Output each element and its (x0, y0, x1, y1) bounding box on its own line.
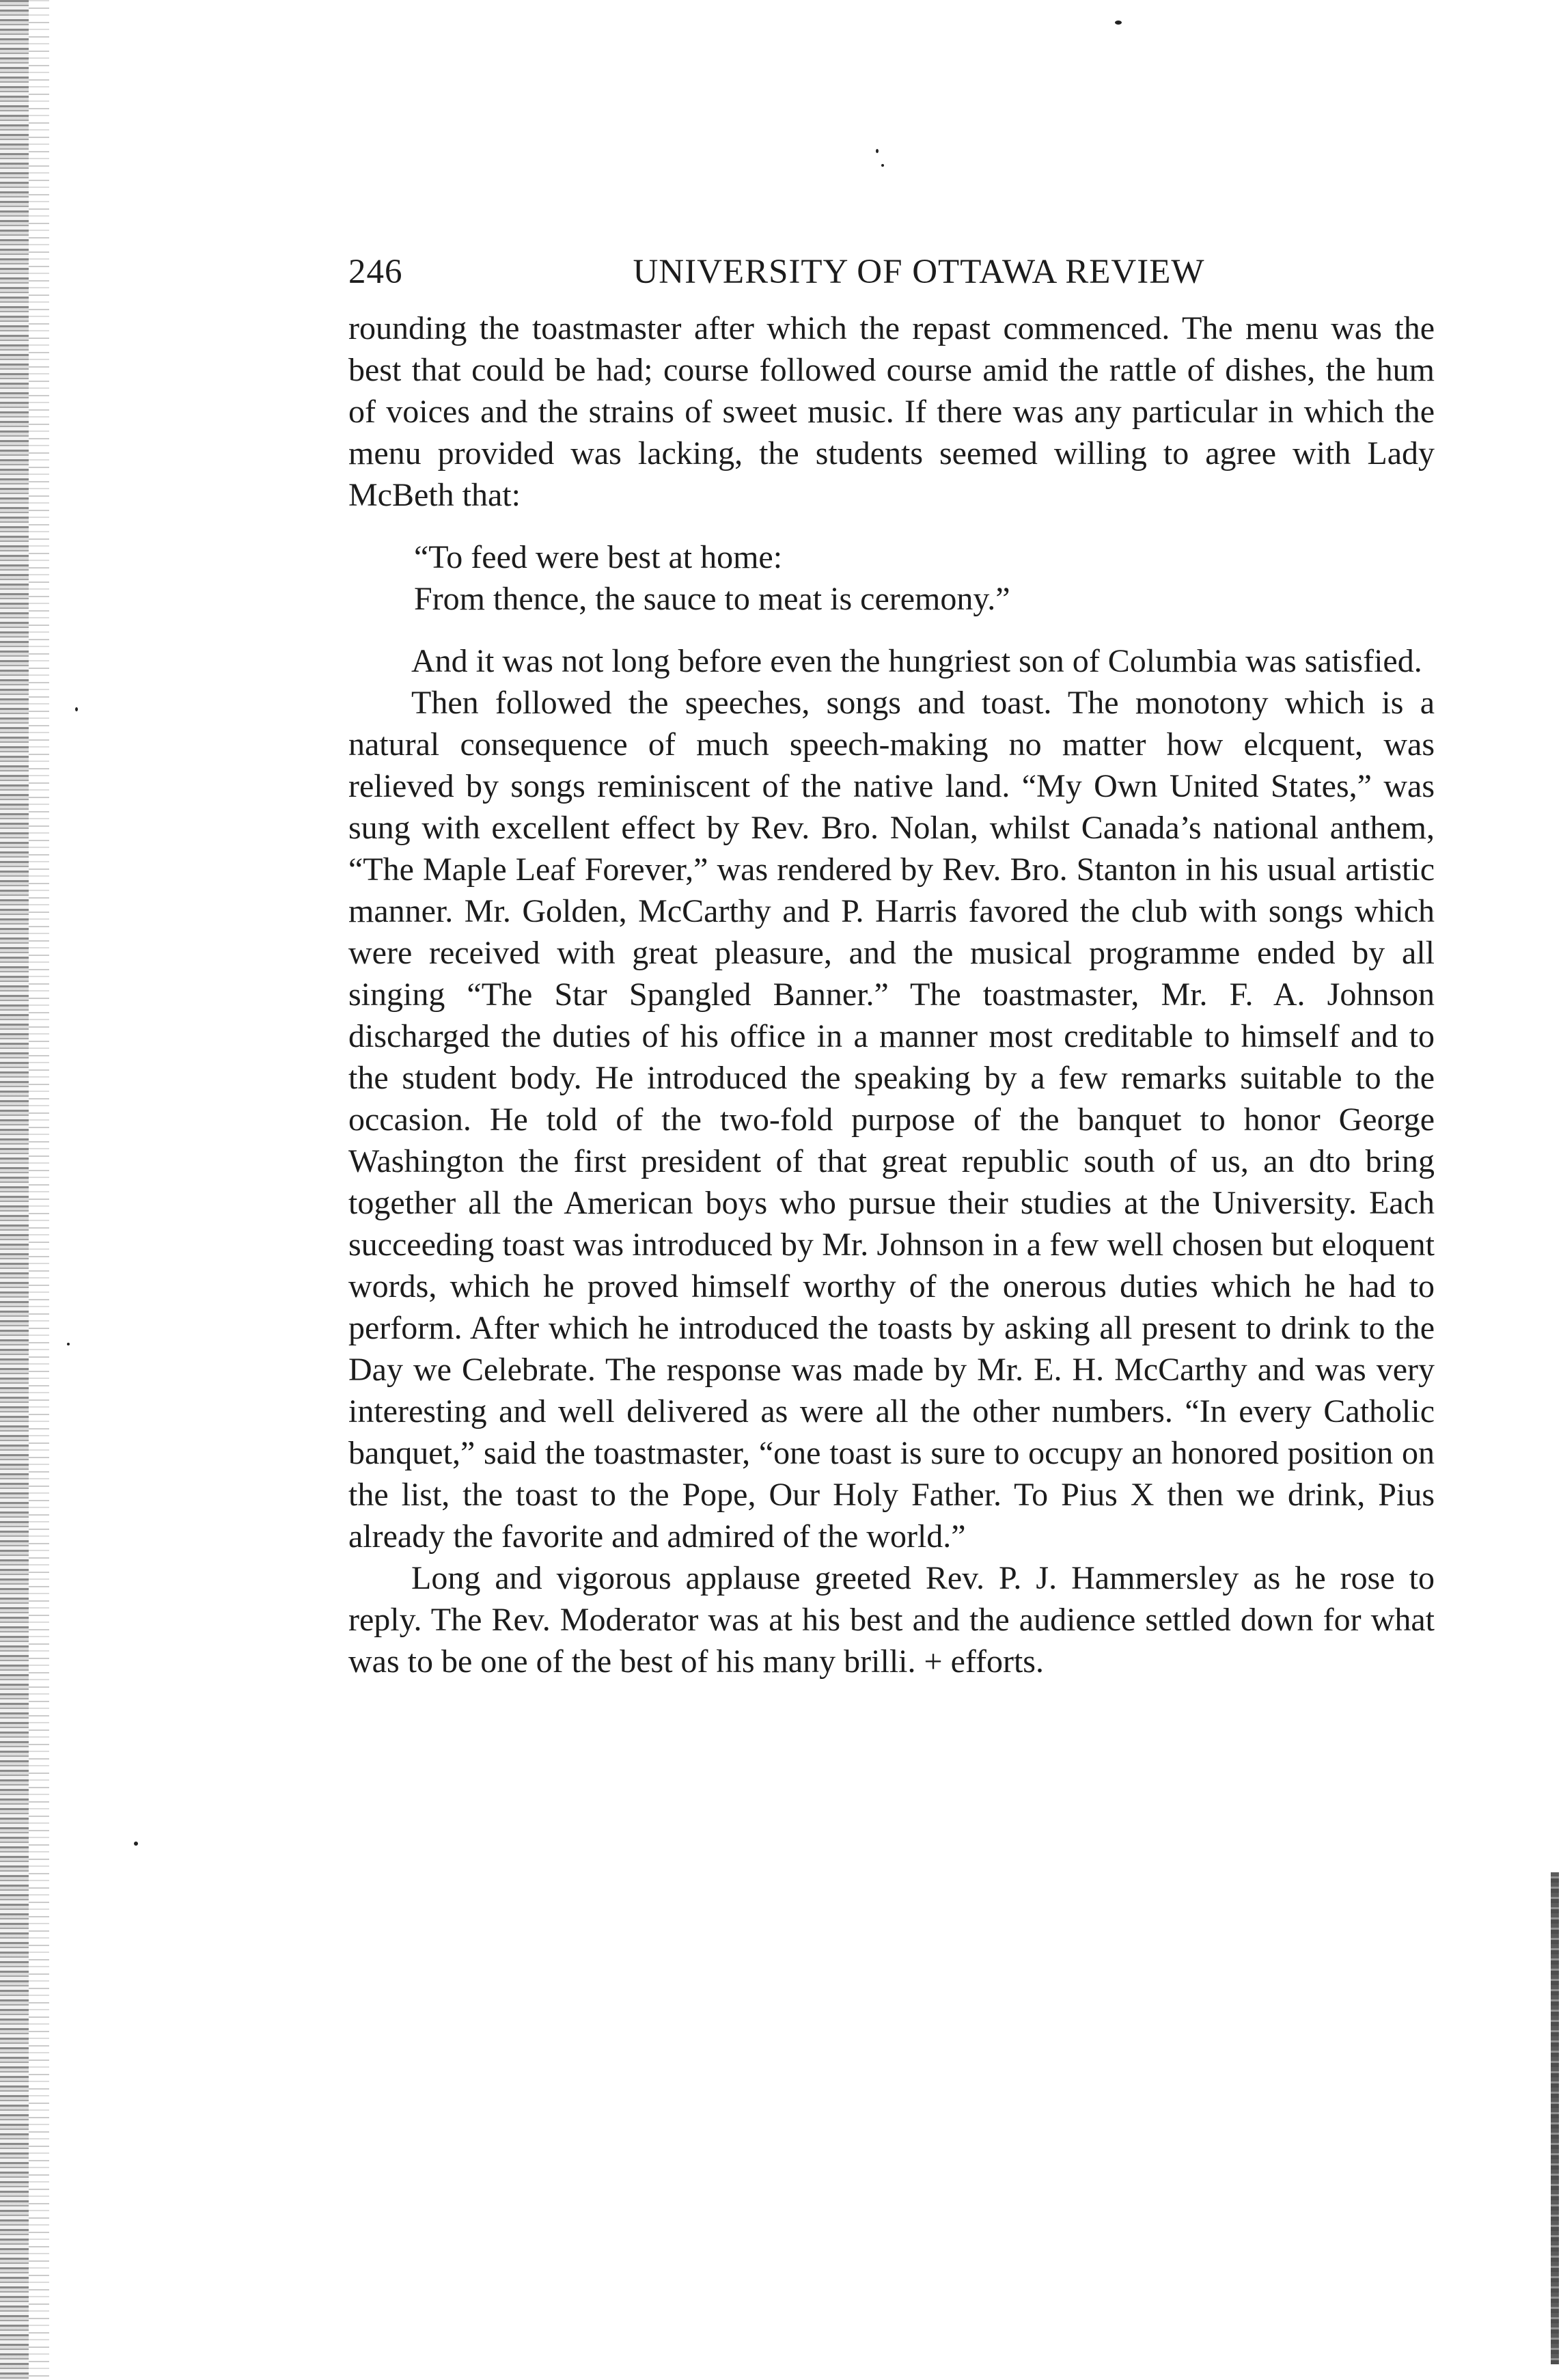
article-text (348, 246, 1435, 1682)
quotation (414, 536, 1435, 620)
journal-title: UNIVERSITY OF OTTAWA REVIEW (633, 253, 1205, 291)
page-number: 246 (348, 253, 403, 291)
scan-speck (75, 707, 78, 711)
running-head (348, 246, 1435, 307)
paragraph-satisfied: And it was not long before even the hungriest son of Columbia was satisfied. (411, 643, 1422, 679)
scan-binding-edge-left (0, 0, 29, 2380)
quote-line-2: From thence, the sauce to meat is ceremony.” (414, 581, 1010, 617)
paragraph-speeches: Then followed the speeches, songs and toast. The monotony which is a natural consequence of much speech-making no matter how elcquent, was relieved by songs reminiscent of the native land. “My Own United States,” was sung with excellent effect by Rev. Bro. Nolan, whilst Canada’s national anthem, “The Maple Leaf Forever,” was rendered by Rev. Bro. Stanton in his usual artistic manner. Mr. Golden, McCarthy and P. Harris favored the club with songs which were received with great pleasure, and the musical programme ended by all singing “The Star Spangled Banner.” The toastmaster, Mr. F. A. Johnson discharged the duties of his office in a manner most creditable to himself and to the student body. He introduced the speaking by a few remarks suitable to the occasion. He told of the two-fold purpose of the banquet to honor George Washington the first president of that great republic south of us, an dto bring together all the American boys who pursue their studies at the University. Each succeeding toast was introduced by Mr. Johnson in a few well chosen but eloquent words, which he proved himself worthy of the onerous duties which he had to perform. After which he introduced the toasts by asking all present to drink to the Day we Celebrate. The response was made by Mr. E. H. McCarthy and was very interesting and well delivered as were all the other numbers. “In every Catholic banquet,” said the toastmaster, “one toast is sure to occupy an honored position on the list, the toast to the Pope, Our Holy Father. To Pius X then we drink, Pius already the favorite and admired of the world.” (348, 685, 1435, 1555)
scan-speck (876, 149, 879, 153)
quote-line-1: “To feed were best at home: (414, 539, 783, 575)
scan-binding-shadow-left (29, 0, 49, 2380)
scan-binding-edge-right (1551, 1872, 1559, 2364)
scan-speck (881, 164, 884, 167)
paragraph-applause: Long and vigorous applause greeted Rev. P. J. Hammersley as he rose to reply. The Rev. Moderator was at his best and the audience settled down for what was to be one of the best of his many brilli. + efforts. (348, 1560, 1435, 1680)
scan-speck (1115, 20, 1122, 25)
scan-speck (67, 1343, 70, 1345)
scan-speck (134, 1842, 138, 1846)
paragraph-repast: rounding the toastmaster after which the repast commenced. The menu was the best that could be had; course followed course amid the rattle of dishes, the hum of voices and the strains of sweet music. If there was any particular in which the menu provided was lacking, the students seemed willing to agree with Lady McBeth that: (348, 310, 1435, 513)
